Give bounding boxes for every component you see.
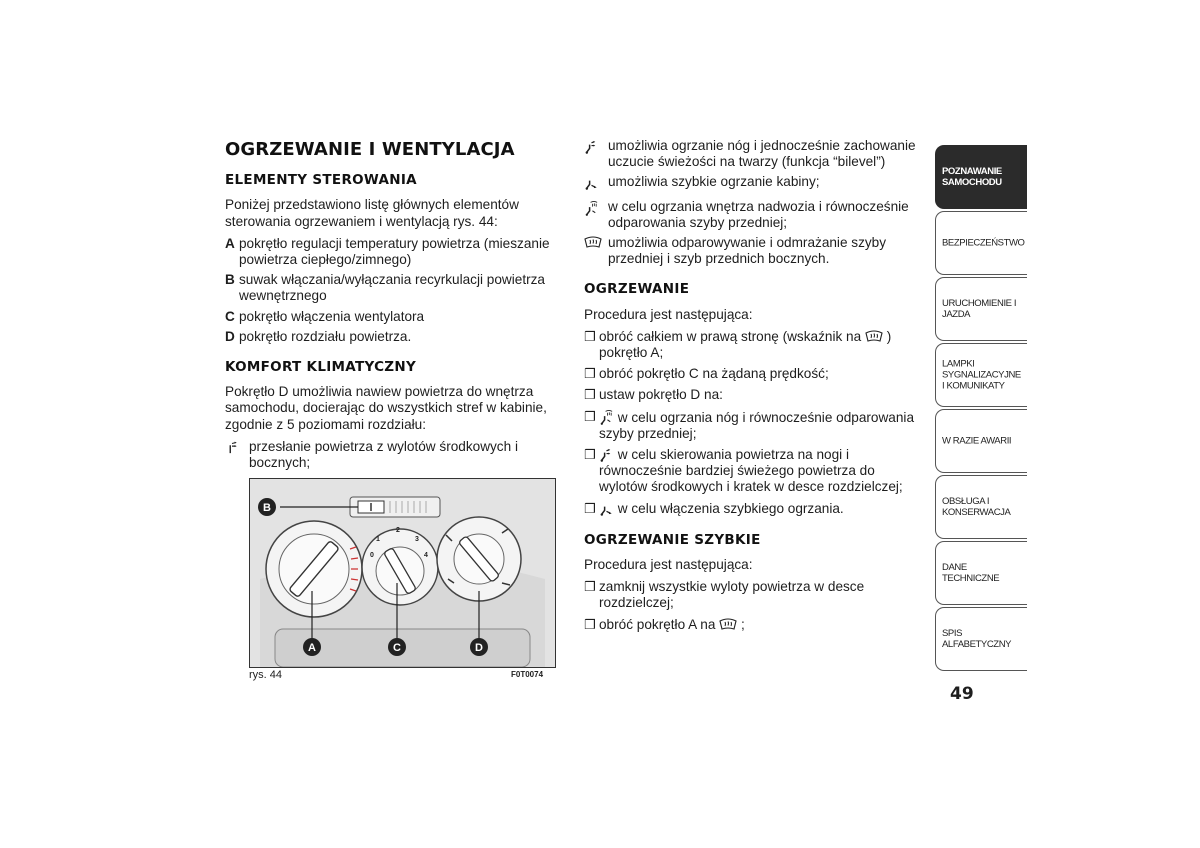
tab-label: DANE TECHNICZNE — [942, 562, 1000, 584]
list-item — [225, 236, 567, 268]
tab-label: BEZPIECZEŃSTWO — [942, 237, 1025, 249]
mode-text: w celu ogrzania wnętrza nadwozia i równocześnie odparowania szyby przedniej; — [608, 198, 909, 230]
tab-label: POZNAWANIE SAMOCHODU — [942, 166, 1002, 188]
label-a: A — [308, 642, 316, 654]
list-item — [584, 501, 926, 517]
mode-item — [584, 235, 926, 267]
tab-label: LAMPKI SYGNALIZACYJNE I KOMUNIKATY — [942, 358, 1021, 392]
defrost-icon — [584, 235, 608, 267]
tab-awaria[interactable] — [935, 409, 1027, 473]
subheading-komfort: KOMFORT KLIMATYCZNY — [225, 359, 417, 376]
list-item — [584, 579, 926, 611]
ogrzewanie-intro: Procedura jest następująca: — [584, 306, 753, 322]
defrost-icon — [719, 617, 737, 632]
label-c: C — [393, 642, 401, 654]
label-d: D — [475, 642, 483, 654]
step-text: ) pokrętło A; — [599, 328, 892, 361]
list-item — [225, 329, 567, 345]
dial-number: 0 — [370, 552, 374, 559]
item-key: A — [225, 235, 235, 251]
item-text: pokrętło rozdziału powietrza. — [239, 328, 412, 344]
list-item — [584, 447, 926, 496]
section-title: OGRZEWANIE I WENTYLACJA — [225, 139, 515, 160]
tab-label: OBSŁUGA I KONSERWACJA — [942, 496, 1011, 518]
step-text: obróć pokrętło A na — [599, 616, 716, 632]
mode-item — [584, 138, 926, 170]
list-item — [584, 366, 926, 382]
item-key: D — [225, 328, 235, 344]
list-item — [584, 409, 926, 442]
dial-number: 1 — [376, 536, 380, 543]
feet-face-icon — [584, 138, 608, 170]
mode-item — [225, 439, 567, 471]
tab-obsluga[interactable] — [935, 475, 1027, 539]
list-item — [584, 329, 926, 361]
chapter-tabs — [935, 145, 1027, 673]
figure-control-panel — [249, 478, 556, 668]
feet-face-icon — [599, 447, 614, 462]
feet-icon — [584, 174, 608, 194]
mode-item — [584, 174, 926, 194]
dial-number: 2 — [396, 527, 400, 534]
figure-caption: rys. 44 — [249, 669, 283, 681]
checkbox-glyph: ❒ — [584, 408, 596, 424]
face-vents-icon — [225, 439, 249, 471]
list-item — [584, 387, 926, 403]
dial-number: 4 — [424, 552, 428, 559]
step-text: obróć pokrętło C na żądaną prędkość; — [599, 366, 829, 382]
figure-code: F0T0074 — [511, 670, 544, 679]
tab-label: SPIS ALFABETYCZNY — [942, 628, 1012, 650]
mode-item — [584, 199, 926, 231]
step-text: ; — [740, 616, 745, 632]
defrost-icon — [865, 329, 883, 344]
mode-text: umożliwia szybkie ogrzanie kabiny; — [608, 174, 820, 190]
tab-label: W RAZIE AWARII — [942, 435, 1012, 447]
mode-text: przesłanie powietrza z wylotów środkowych i bocznych; — [249, 438, 518, 471]
label-b: B — [263, 502, 271, 514]
checkbox-glyph: ❒ — [584, 447, 596, 463]
tab-dane[interactable] — [935, 541, 1027, 605]
tab-spis[interactable] — [935, 607, 1027, 671]
item-text: pokrętło regulacji temperatury powietrza (mieszanie powietrza ciepłego/zimnego) — [239, 235, 550, 268]
feet-windshield-icon — [599, 410, 614, 425]
step-text: w celu ogrzania nóg i równocześnie odparowania szyby przedniej; — [599, 409, 915, 441]
subheading-ogrzewanie: OGRZEWANIE — [584, 281, 690, 298]
list-item — [584, 617, 926, 633]
tab-lampki[interactable] — [935, 343, 1027, 407]
komfort-intro: Pokrętło D umożliwia nawiew powietrza do wnętrza samochodu, docierając do wszystkich stref w kabinie, zgodnie z 5 poziomami rozdziału: — [225, 384, 547, 432]
step-text: w celu skierowania powietrza na nogi i równocześnie bardziej świeżego powietrza do wylotów środkowych i kratek w desce rozdzielczej; — [599, 447, 903, 495]
mode-text: umożliwia odparowywanie i odmrażanie szyby przedniej i szyb przednich bocznych. — [608, 235, 887, 267]
step-text: w celu włączenia szybkiego ogrzania. — [617, 500, 844, 516]
left-column — [225, 138, 567, 475]
item-text: pokrętło włączenia wentylatora — [239, 308, 425, 324]
middle-column — [584, 138, 926, 638]
checkbox-glyph: ❒ — [584, 387, 596, 403]
step-text: zamknij wszystkie wyloty powietrza w desce rozdzielczej; — [599, 579, 865, 611]
checkbox-glyph: ❒ — [584, 328, 596, 344]
subheading-elementy: ELEMENTY STEROWANIA — [225, 172, 417, 189]
item-key: C — [225, 308, 235, 324]
tab-label: URUCHOMIENIE I JAZDA — [942, 298, 1017, 320]
list-item — [225, 309, 567, 325]
step-text: obróć całkiem w prawą stronę (wskaźnik na — [599, 328, 862, 344]
step-text: ustaw pokrętło D na: — [599, 387, 723, 403]
szybkie-intro: Procedura jest następująca: — [584, 557, 753, 573]
item-text: suwak włączania/wyłączania recyrkulacji powietrza wewnętrznego — [239, 272, 545, 304]
mode-text: umożliwia ogrzanie nóg i jednocześnie zachowanie uczucie świeżości na twarzy (funkcja “bilevel”) — [608, 138, 916, 170]
checkbox-glyph: ❒ — [584, 366, 596, 382]
item-key: B — [225, 272, 235, 288]
subheading-szybkie: OGRZEWANIE SZYBKIE — [584, 531, 761, 548]
list-item — [225, 272, 567, 304]
tab-uruchomienie[interactable] — [935, 277, 1027, 341]
checkbox-glyph: ❒ — [584, 500, 596, 516]
feet-icon — [599, 501, 614, 516]
tab-poznawanie[interactable] — [935, 145, 1027, 209]
tab-bezpieczenstwo[interactable] — [935, 211, 1027, 275]
page-number: 49 — [950, 684, 974, 704]
checkbox-glyph: ❒ — [584, 579, 596, 595]
dial-number: 3 — [415, 536, 419, 543]
checkbox-glyph: ❒ — [584, 616, 596, 632]
feet-windshield-icon — [584, 199, 608, 231]
elementy-intro: Poniżej przedstawiono listę głównych elementów sterowania ogrzewaniem i wentylacją rys. 44: — [225, 197, 519, 229]
